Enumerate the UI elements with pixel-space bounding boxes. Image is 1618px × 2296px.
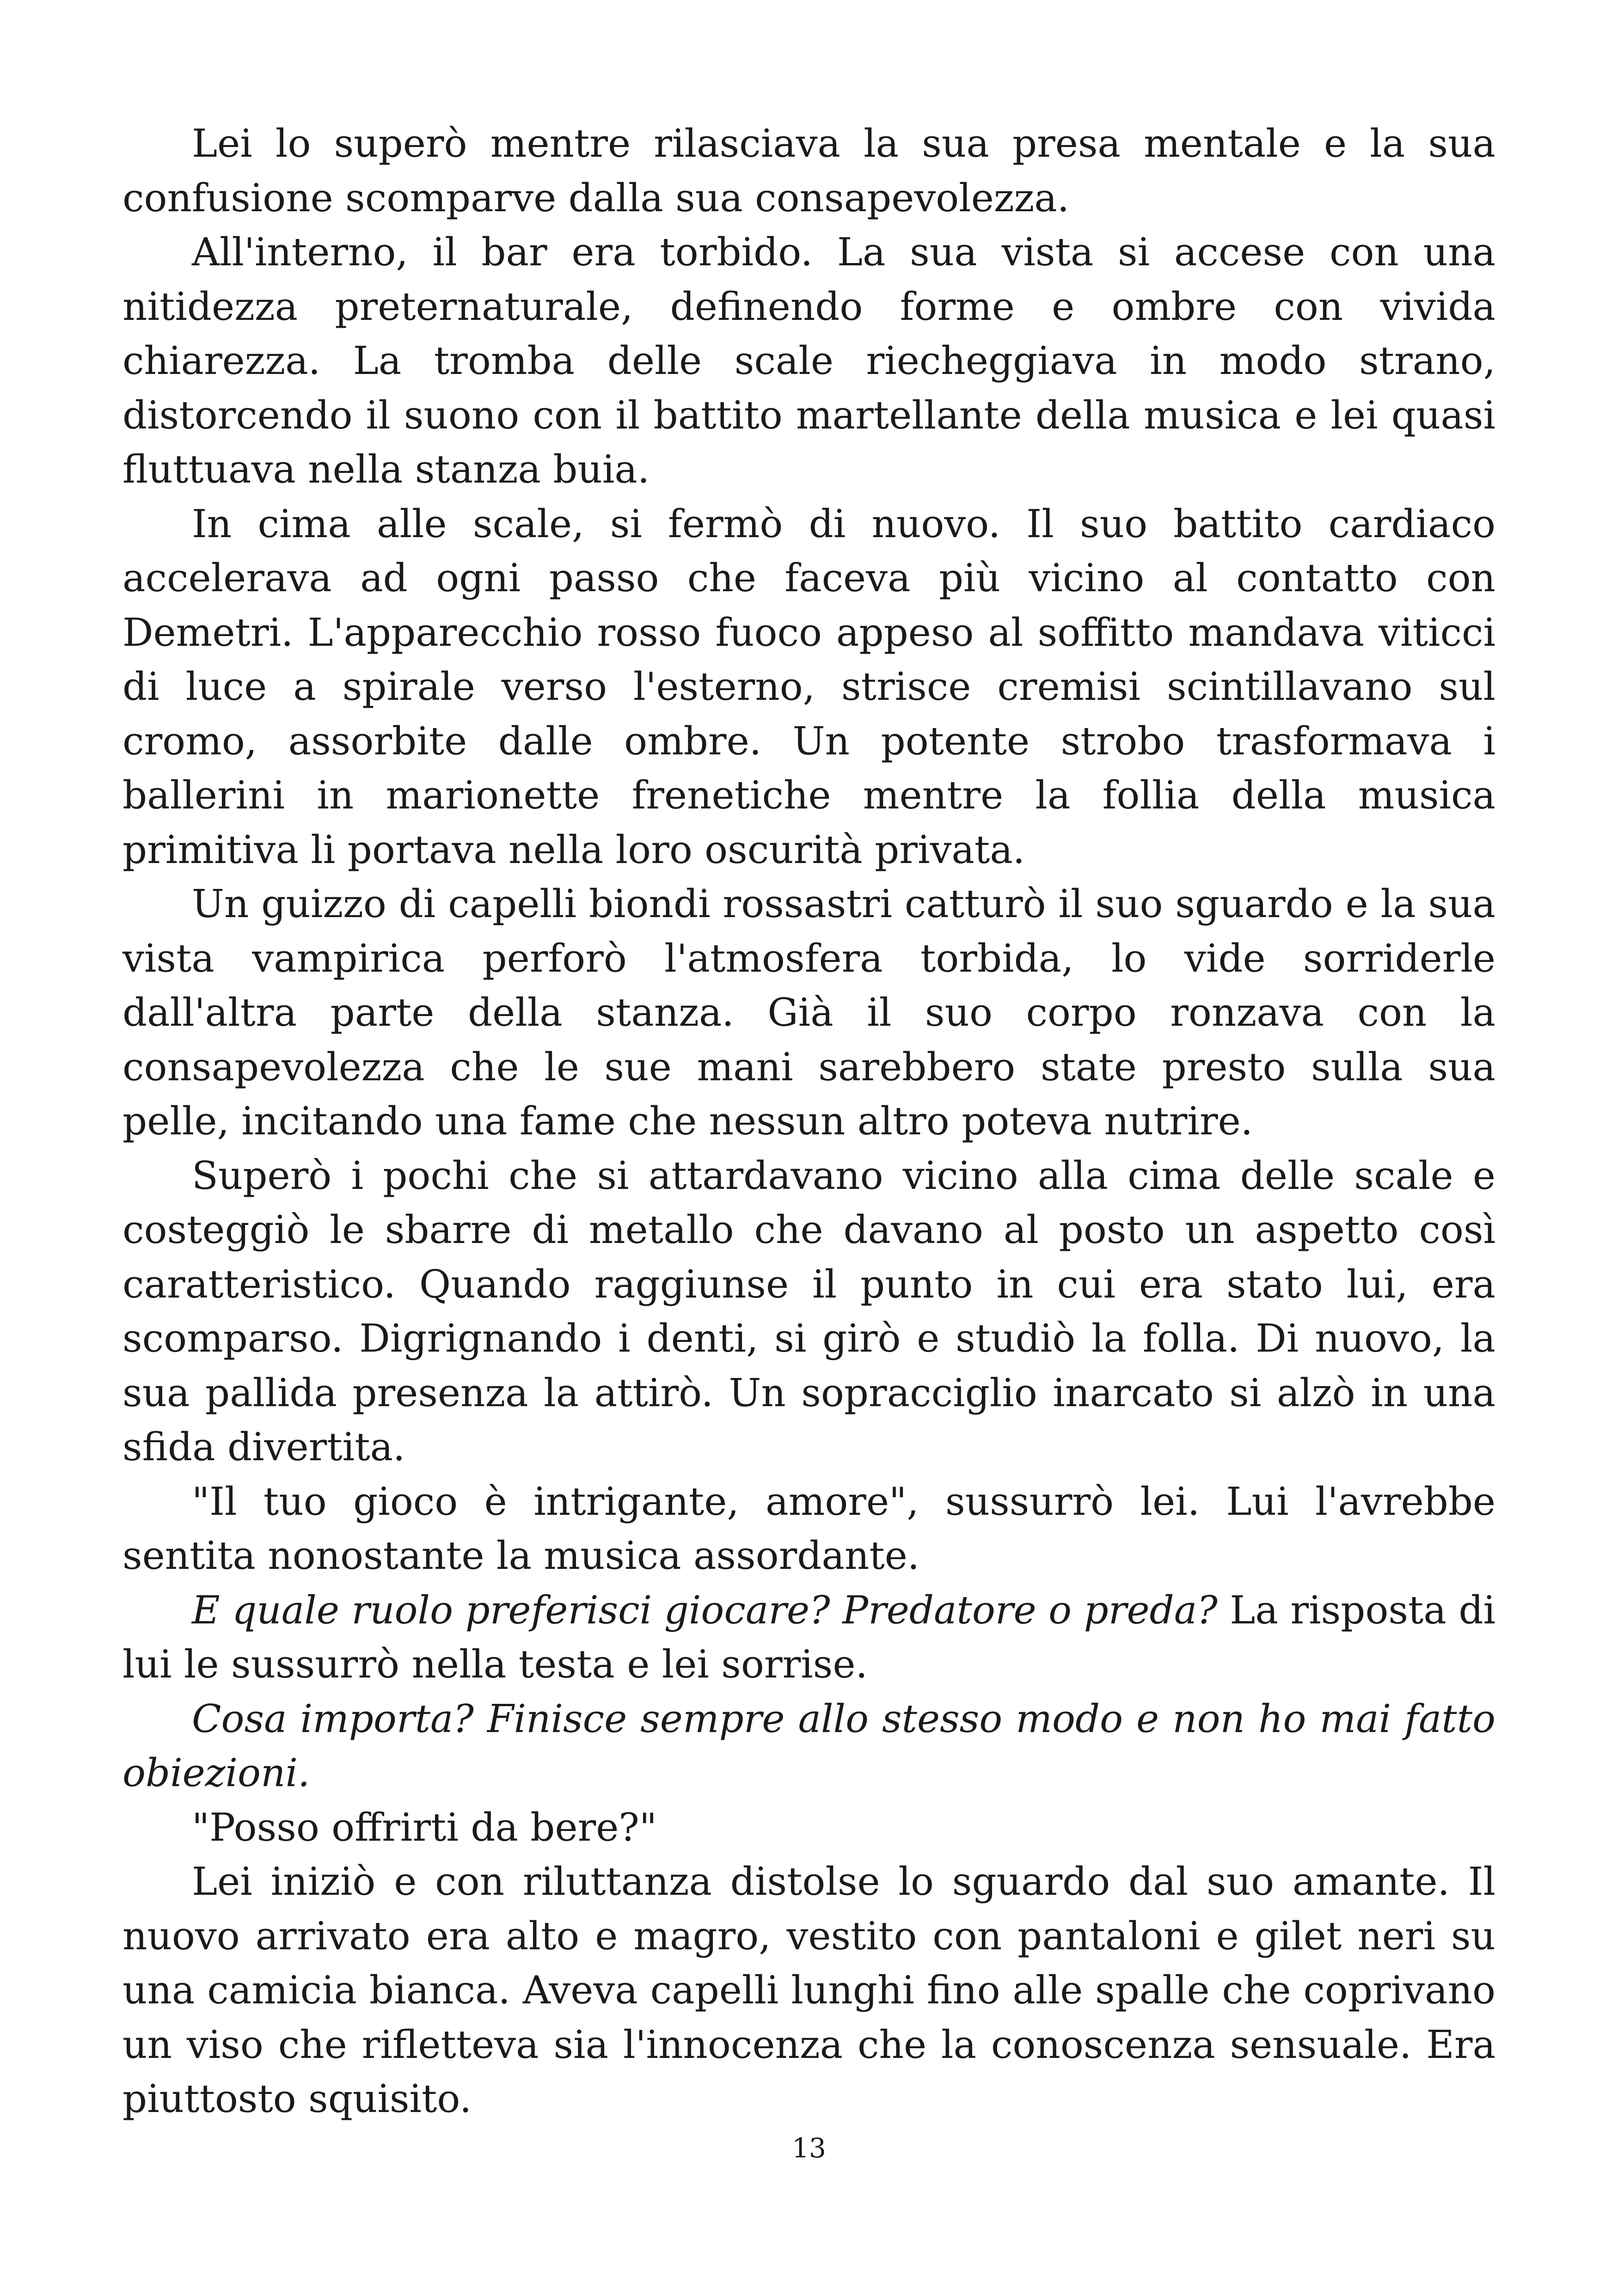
text-run: "Il tuo gioco è intrigante, amore", sussurrò lei. Lui l'avrebbe sentita nonostante la musica assordante. xyxy=(123,1479,1495,1578)
text-run: All'interno, il bar era torbido. La sua vista si accese con una nitidezza preternaturale, definendo forme e ombre con vivida chiarezza. La tromba delle scale riecheggiava in modo strano, distorcendo il suono con il battito martellante della musica e lei quasi fluttuava nella stanza buia. xyxy=(123,230,1495,492)
paragraph xyxy=(123,1475,1495,1583)
paragraph xyxy=(123,1800,1495,1855)
paragraph xyxy=(123,1692,1495,1800)
paragraph xyxy=(123,1583,1495,1692)
text-run: Lei iniziò e con riluttanza distolse lo sguardo dal suo amante. Il nuovo arrivato era alto e magro, vestito con pantaloni e gilet neri su una camicia bianca. Aveva capelli lunghi fino alle spalle che coprivano un viso che rifletteva sia l'innocenza che la conoscenza sensuale. Era piuttosto squisito. xyxy=(123,1859,1495,2121)
text-run: Superò i pochi che si attardavano vicino alla cima delle scale e costeggiò le sbarre di metallo che davano al posto un aspetto così caratteristico. Quando raggiunse il punto in cui era stato lui, era scomparso. Digrignando i denti, si girò e studiò la folla. Di nuovo, la sua pallida presenza la attirò. Un sopracciglio inarcato si alzò in una sfida divertita. xyxy=(123,1153,1495,1469)
text-run: "Posso offrirti da bere?" xyxy=(192,1805,657,1850)
text-run: Un guizzo di capelli biondi rossastri catturò il suo sguardo e la sua vista vampirica perforò l'atmosfera torbida, lo vide sorriderle dall'altra parte della stanza. Già il suo corpo ronzava con la consapevolezza che le sue mani sarebbero state presto sulla sua pelle, incitando una fame che nessun altro poteva nutrire. xyxy=(123,882,1495,1144)
paragraph xyxy=(123,116,1495,225)
body-text xyxy=(123,116,1495,2126)
page-number: 13 xyxy=(792,2132,826,2164)
paragraph xyxy=(123,1149,1495,1475)
paragraph xyxy=(123,497,1495,877)
paragraph xyxy=(123,877,1495,1149)
paragraph xyxy=(123,1855,1495,2126)
italic-text: Cosa importa? Finisce sempre allo stesso modo e non ho mai fatto obiezioni. xyxy=(123,1696,1495,1795)
text-run: La risposta di lui le sussurrò nella testa e lei sorrise. xyxy=(123,1587,1495,1687)
italic-text: E quale ruolo preferisci giocare? Predatore o preda? xyxy=(192,1587,1218,1633)
text-run: Lei lo superò mentre rilasciava la sua presa mentale e la sua confusione scomparve dalla sua consapevolezza. xyxy=(123,121,1495,220)
text-run: In cima alle scale, si fermò di nuovo. Il suo battito cardiaco accelerava ad ogni passo che faceva più vicino al contatto con Demetri. L'apparecchio rosso fuoco appeso al soffitto mandava viticci di luce a spirale verso l'esterno, strisce cremisi scintillavano sul cromo, assorbite dalle ombre. Un potente strobo trasformava i ballerini in marionette frenetiche mentre la follia della musica primitiva li portava nella loro oscurità privata. xyxy=(123,501,1495,872)
paragraph xyxy=(123,225,1495,497)
